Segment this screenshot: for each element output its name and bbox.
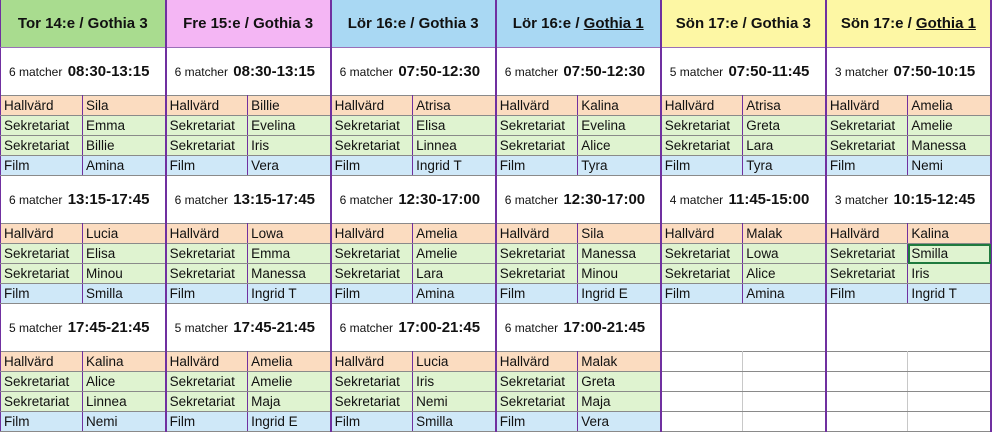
assignee-name[interactable]: Atrisa [743,96,826,116]
session-header[interactable] [1,176,166,224]
assignee-name[interactable]: Ingrid T [413,156,496,176]
session-header[interactable] [826,176,991,224]
empty-cell[interactable] [661,304,826,352]
role-label[interactable]: Sekretariat [661,116,743,136]
session-time: 10:15-12:45 [893,191,976,208]
header-row [1,0,992,48]
role-row [1,392,992,412]
assignee-name[interactable]: Billie [248,96,331,116]
role-row [1,244,992,264]
match-count: 6 matcher [339,321,393,335]
session-time: 07:50-10:15 [893,63,976,80]
role-row [1,96,992,116]
session-header[interactable] [1,48,166,96]
empty-cell[interactable] [661,372,743,392]
role-label[interactable]: Hallvärd [166,224,248,244]
role-label[interactable]: Film [1,156,83,176]
session-time: 13:15-17:45 [67,191,150,208]
session-header[interactable] [331,176,496,224]
role-label[interactable]: Hallvärd [661,96,743,116]
role-label[interactable]: Hallvärd [496,352,578,372]
role-label[interactable]: Sekretariat [331,136,413,156]
assignee-name[interactable]: Lucia [83,224,166,244]
assignee-name[interactable]: Amina [743,284,826,304]
role-label[interactable]: Sekretariat [331,392,413,412]
role-row [1,284,992,304]
role-label[interactable]: Sekretariat [166,264,248,284]
match-count: 4 matcher [669,193,724,207]
column-header[interactable] [496,0,661,48]
assignee-name[interactable]: Lara [413,264,496,284]
role-label[interactable]: Sekretariat [166,392,248,412]
role-label[interactable]: Sekretariat [1,264,83,284]
session-time: 17:45-21:45 [67,319,150,336]
assignee-name[interactable]: Vera [578,412,661,432]
assignee-name[interactable]: Amelia [908,96,991,116]
role-label[interactable]: Film [826,156,908,176]
session-time: 17:45-21:45 [233,319,316,336]
assignee-name[interactable]: Kalina [578,96,661,116]
assignee-name[interactable]: Maja [248,392,331,412]
role-row [1,156,992,176]
role-row [1,372,992,392]
role-label[interactable]: Film [331,412,413,432]
assignee-name[interactable]: Smilla [413,412,496,432]
session-time-row [1,304,992,352]
session-header[interactable] [166,48,331,96]
match-count: 5 matcher [9,321,63,335]
assignee-name[interactable]: Tyra [578,156,661,176]
role-label[interactable]: Hallvärd [166,96,248,116]
assignee-name[interactable]: Maja [578,392,661,412]
role-label[interactable]: Film [496,284,578,304]
column-header[interactable] [331,0,496,48]
assignee-name[interactable]: Minou [83,264,166,284]
session-time: 12:30-17:00 [563,191,646,208]
assignee-name[interactable]: Nemi [908,156,991,176]
role-label[interactable]: Sekretariat [331,116,413,136]
empty-cell[interactable] [661,392,743,412]
role-label[interactable]: Sekretariat [826,116,908,136]
role-label[interactable]: Hallvärd [331,224,413,244]
role-label[interactable]: Film [826,284,908,304]
role-label[interactable]: Film [331,284,413,304]
column-venue: Gothia 1 [915,15,976,32]
session-header[interactable] [661,176,826,224]
column-day: Sön 17:e / [675,15,751,32]
assignee-name[interactable]: Iris [248,136,331,156]
assignee-name[interactable]: Amelia [248,352,331,372]
assignee-name[interactable]: Amelie [908,116,991,136]
assignee-name[interactable]: Smilla [83,284,166,304]
assignee-name[interactable]: Ingrid T [248,284,331,304]
assignee-name[interactable]: Manessa [908,136,991,156]
assignee-name[interactable]: Smilla [908,244,991,264]
role-label[interactable]: Sekretariat [496,392,578,412]
assignee-name[interactable]: Amina [413,284,496,304]
column-venue: Gothia 1 [583,15,644,32]
empty-cell[interactable] [908,412,991,432]
assignee-name[interactable]: Alice [578,136,661,156]
column-venue: Gothia 3 [750,15,811,32]
assignee-name[interactable]: Ingrid E [578,284,661,304]
column-day: Lör 16:e / [347,15,419,32]
match-count: 6 matcher [504,321,559,335]
assignee-name[interactable]: Linnea [83,392,166,412]
assignee-name[interactable]: Amina [83,156,166,176]
assignee-name[interactable]: Emma [248,244,331,264]
assignee-name[interactable]: Malak [743,224,826,244]
role-label[interactable]: Hallvärd [331,96,413,116]
session-header[interactable] [331,304,496,352]
role-label[interactable]: Sekretariat [1,372,83,392]
role-label[interactable]: Sekretariat [331,372,413,392]
match-count: 3 matcher [834,65,889,79]
empty-cell[interactable] [661,352,743,372]
match-count: 6 matcher [504,65,559,79]
role-label[interactable]: Sekretariat [661,264,743,284]
column-day: Sön 17:e / [840,15,916,32]
assignee-name[interactable]: Elisa [83,244,166,264]
session-header[interactable] [496,304,661,352]
assignee-name[interactable]: Vera [248,156,331,176]
assignee-name[interactable]: Emma [83,116,166,136]
role-label[interactable]: Sekretariat [496,264,578,284]
empty-cell[interactable] [826,412,908,432]
role-label[interactable]: Sekretariat [166,136,248,156]
assignee-name[interactable]: Atrisa [413,96,496,116]
match-count: 6 matcher [174,65,228,79]
match-count: 5 matcher [669,65,724,79]
assignee-name[interactable]: Alice [83,372,166,392]
match-count: 3 matcher [834,193,889,207]
role-label[interactable]: Hallvärd [1,96,83,116]
role-label[interactable]: Film [1,284,83,304]
column-header[interactable] [661,0,826,48]
empty-cell[interactable] [908,392,991,412]
role-row [1,412,992,432]
empty-cell[interactable] [908,352,991,372]
match-count: 6 matcher [9,65,63,79]
role-label[interactable]: Film [1,412,83,432]
empty-cell[interactable] [743,372,826,392]
role-label[interactable]: Sekretariat [1,136,83,156]
session-time: 17:00-21:45 [398,319,481,336]
role-label[interactable]: Film [496,156,578,176]
session-time: 08:30-13:15 [67,63,150,80]
role-label[interactable]: Sekretariat [661,244,743,264]
session-header[interactable] [166,176,331,224]
role-label[interactable]: Sekretariat [661,136,743,156]
session-header[interactable] [331,48,496,96]
session-time: 07:50-12:30 [563,63,646,80]
column-day: Fre 15:e / [183,15,254,32]
role-label[interactable]: Sekretariat [166,116,248,136]
match-count: 6 matcher [339,193,393,207]
assignee-name[interactable]: Ingrid T [908,284,991,304]
role-label[interactable]: Sekretariat [1,116,83,136]
assignee-name[interactable]: Manessa [248,264,331,284]
assignee-name[interactable]: Evelina [248,116,331,136]
assignee-name[interactable]: Kalina [83,352,166,372]
empty-cell[interactable] [743,352,826,372]
role-label[interactable]: Hallvärd [1,224,83,244]
assignee-name[interactable]: Minou [578,264,661,284]
column-venue: Gothia 3 [418,15,479,32]
assignee-name[interactable]: Kalina [908,224,991,244]
role-label[interactable]: Sekretariat [826,264,908,284]
role-label[interactable]: Film [166,284,248,304]
column-day: Tor 14:e / [17,15,88,32]
assignee-name[interactable]: Iris [413,372,496,392]
role-row [1,116,992,136]
assignee-name[interactable]: Amelie [413,244,496,264]
empty-cell[interactable] [826,392,908,412]
assignee-name[interactable]: Greta [578,372,661,392]
empty-cell[interactable] [826,372,908,392]
role-label[interactable]: Hallvärd [1,352,83,372]
assignee-name[interactable]: Lara [743,136,826,156]
role-label[interactable]: Hallvärd [496,96,578,116]
role-label[interactable]: Hallvärd [166,352,248,372]
session-time-row [1,48,992,96]
role-label[interactable]: Sekretariat [331,244,413,264]
role-row [1,264,992,284]
assignee-name[interactable]: Manessa [578,244,661,264]
column-venue: Gothia 3 [87,15,148,32]
match-count: 6 matcher [504,193,559,207]
role-label[interactable]: Sekretariat [1,244,83,264]
empty-cell[interactable] [743,412,826,432]
column-header[interactable] [1,0,166,48]
session-header[interactable] [826,48,991,96]
role-label[interactable]: Sekretariat [166,372,248,392]
assignee-name[interactable]: Linnea [413,136,496,156]
assignee-name[interactable]: Lowa [743,244,826,264]
session-time: 13:15-17:45 [233,191,316,208]
assignee-name[interactable]: Amelia [413,224,496,244]
role-row [1,224,992,244]
assignee-name[interactable]: Alice [743,264,826,284]
session-header[interactable] [496,48,661,96]
role-label[interactable]: Film [661,156,743,176]
assignee-name[interactable]: Amelie [248,372,331,392]
empty-cell[interactable] [743,392,826,412]
role-label[interactable]: Film [496,412,578,432]
session-time: 08:30-13:15 [233,63,316,80]
assignee-name[interactable]: Lucia [413,352,496,372]
assignee-name[interactable]: Lowa [248,224,331,244]
empty-cell[interactable] [826,304,991,352]
session-header[interactable] [661,48,826,96]
empty-cell[interactable] [908,372,991,392]
assignee-name[interactable]: Greta [743,116,826,136]
session-header[interactable] [1,304,166,352]
assignee-name[interactable]: Elisa [413,116,496,136]
role-label[interactable]: Sekretariat [331,264,413,284]
role-label[interactable]: Sekretariat [1,392,83,412]
role-label[interactable]: Hallvärd [826,96,908,116]
role-label[interactable]: Hallvärd [331,352,413,372]
role-row [1,352,992,372]
role-label[interactable]: Film [331,156,413,176]
role-label[interactable]: Sekretariat [496,136,578,156]
match-count: 6 matcher [174,193,228,207]
role-label[interactable]: Film [166,412,248,432]
schedule-body [1,0,992,432]
session-time: 11:45-15:00 [728,191,810,208]
role-label[interactable]: Sekretariat [826,136,908,156]
session-time-row [1,176,992,224]
role-label[interactable]: Film [661,284,743,304]
assignee-name[interactable]: Ingrid E [248,412,331,432]
assignee-name[interactable]: Billie [83,136,166,156]
role-row [1,136,992,156]
column-day: Lör 16:e / [512,15,584,32]
column-header[interactable] [826,0,991,48]
assignee-name[interactable]: Malak [578,352,661,372]
session-time: 07:50-12:30 [398,63,481,80]
match-count: 6 matcher [339,65,393,79]
role-label[interactable]: Sekretariat [496,372,578,392]
session-time: 07:50-11:45 [728,63,810,80]
assignee-name[interactable]: Nemi [413,392,496,412]
empty-cell[interactable] [661,412,743,432]
assignee-name[interactable]: Sila [578,224,661,244]
match-count: 6 matcher [9,193,63,207]
role-label[interactable]: Film [166,156,248,176]
role-label[interactable]: Hallvärd [661,224,743,244]
role-label[interactable]: Sekretariat [496,116,578,136]
session-header[interactable] [496,176,661,224]
session-header[interactable] [166,304,331,352]
assignee-name[interactable]: Sila [83,96,166,116]
role-label[interactable]: Sekretariat [496,244,578,264]
assignee-name[interactable]: Evelina [578,116,661,136]
assignee-name[interactable]: Iris [908,264,991,284]
column-venue: Gothia 3 [253,15,314,32]
role-label[interactable]: Sekretariat [826,244,908,264]
assignee-name[interactable]: Nemi [83,412,166,432]
column-header[interactable] [166,0,331,48]
match-count: 5 matcher [174,321,228,335]
assignee-name[interactable]: Tyra [743,156,826,176]
empty-cell[interactable] [826,352,908,372]
role-label[interactable]: Hallvärd [496,224,578,244]
role-label[interactable]: Hallvärd [826,224,908,244]
role-label[interactable]: Sekretariat [166,244,248,264]
session-time: 17:00-21:45 [563,319,646,336]
session-time: 12:30-17:00 [398,191,481,208]
